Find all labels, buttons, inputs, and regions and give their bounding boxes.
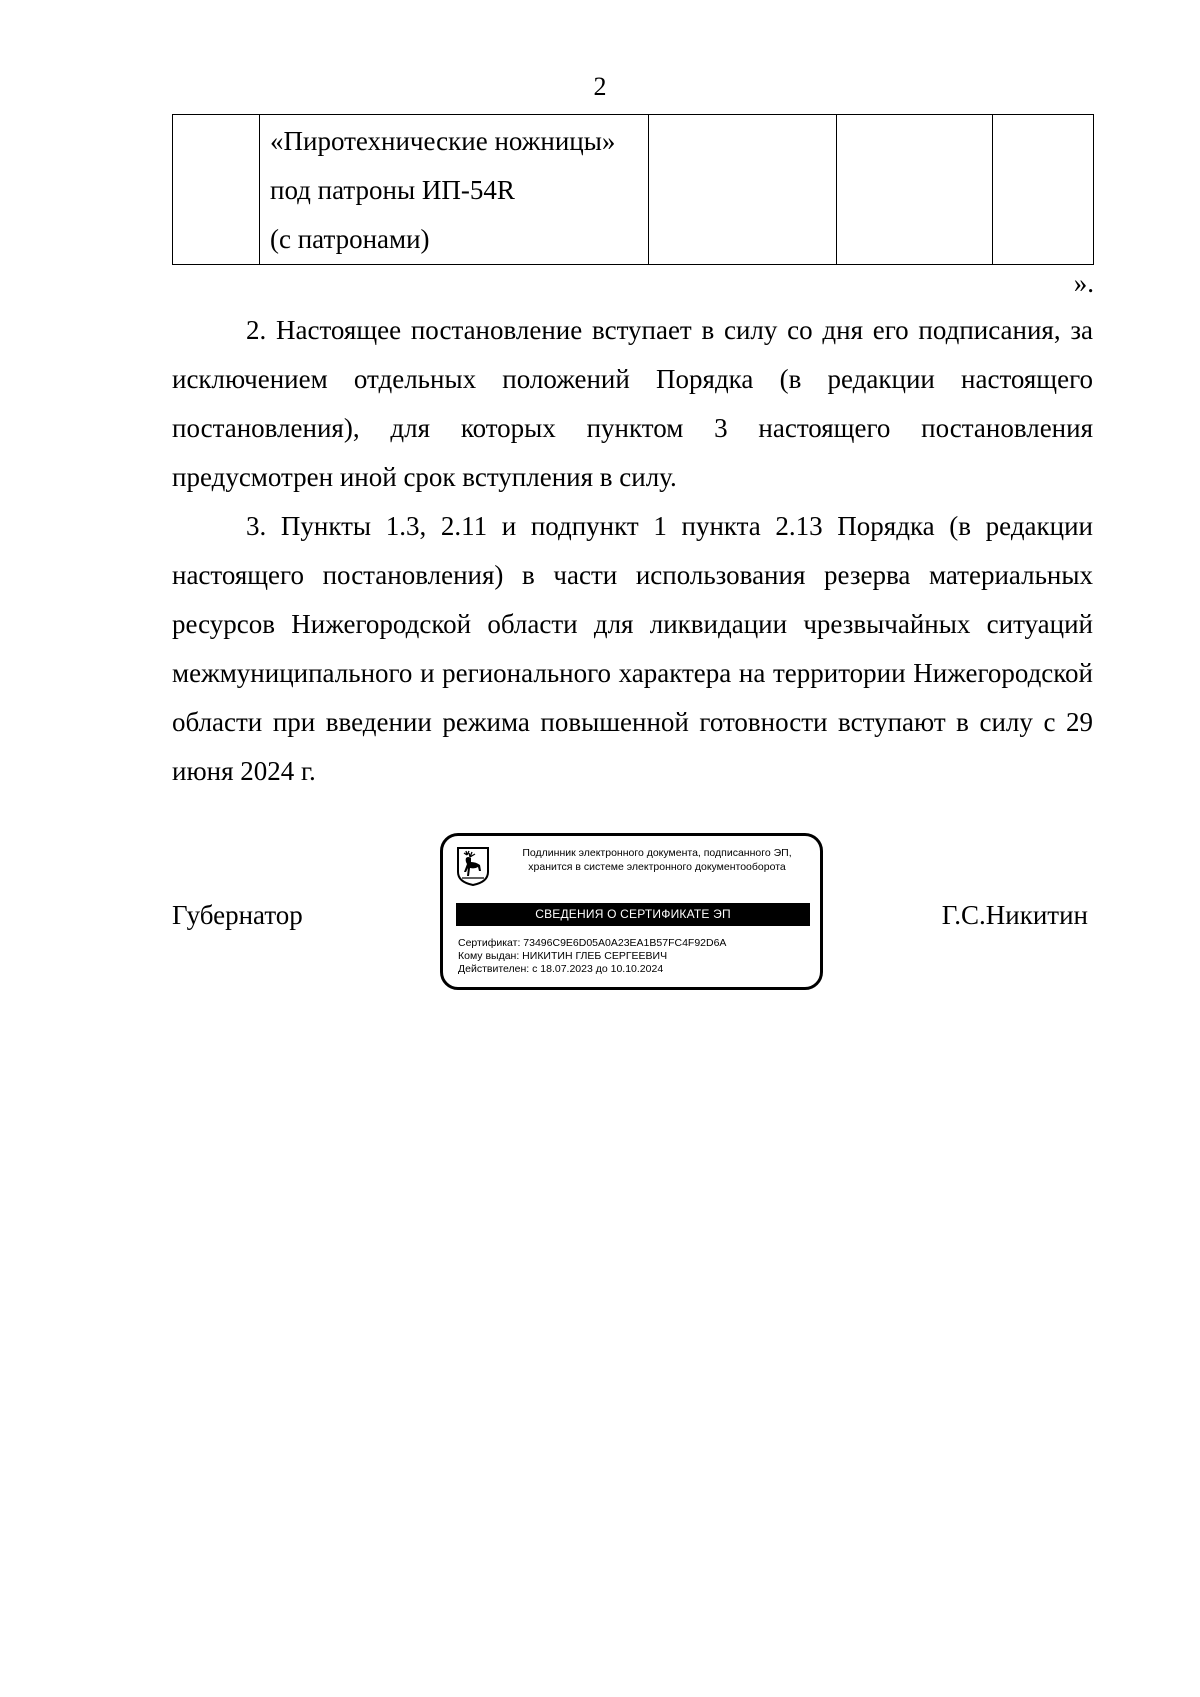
- stamp-header-line: хранится в системе электронного документооборота: [528, 861, 786, 873]
- table-cell-item-name: [260, 115, 649, 265]
- page-number: 2: [593, 72, 607, 101]
- certificate-number: Сертификат: 73496C9E6D05A0A23EA1B57FC4F92D6A: [458, 937, 727, 949]
- table-cell-note: [993, 115, 1094, 265]
- signature-name: Г.С.Никитин: [941, 900, 1088, 930]
- certificate-validity: Действителен: с 18.07.2023 до 10.10.2024: [458, 963, 664, 975]
- table-cell-quantity: [837, 115, 993, 265]
- electronic-signature-stamp: [440, 833, 823, 990]
- item-name-line: (с патронами): [270, 224, 430, 254]
- table-row: [173, 115, 1094, 265]
- item-name-line: «Пиротехнические ножницы»: [270, 126, 616, 156]
- deer-coat-of-arms-icon: [456, 846, 490, 887]
- table-cell-unit: [649, 115, 837, 265]
- signature-title: Губернатор: [172, 900, 303, 930]
- paragraph-3: 3. Пункты 1.3, 2.11 и подпункт 1 пункта 2.13 Порядка (в редакции настоящего постановления) в части использования резерва материальных ресурсов Нижегородской области для ликвидации чрезвычайных ситуаций межмуниципального и регионального характера на территории Нижегородской области при введении режима повышенной готовности вступают в силу с 29 июня 2024 г.: [172, 511, 1093, 786]
- stamp-header-line: Подлинник электронного документа, подписанного ЭП,: [522, 847, 792, 859]
- stamp-banner: СВЕДЕНИЯ О СЕРТИФИКАТЕ ЭП: [456, 903, 810, 926]
- stamp-details: [458, 937, 813, 976]
- certificate-owner: Кому выдан: НИКИТИН ГЛЕБ СЕРГЕЕВИЧ: [458, 950, 668, 962]
- paragraph-2: 2. Настоящее постановление вступает в силу со дня его подписания, за исключением отдельных положений Порядка (в редакции настоящего постановления), для которых пунктом 3 настоящего постановления предусмотрен иной срок вступления в силу.: [172, 315, 1093, 492]
- closing-quote: ».: [1073, 268, 1094, 298]
- item-name-line: под патроны ИП-54R: [270, 175, 515, 205]
- goods-table: [172, 114, 1094, 265]
- table-cell-number: [173, 115, 260, 265]
- stamp-header: [497, 846, 817, 874]
